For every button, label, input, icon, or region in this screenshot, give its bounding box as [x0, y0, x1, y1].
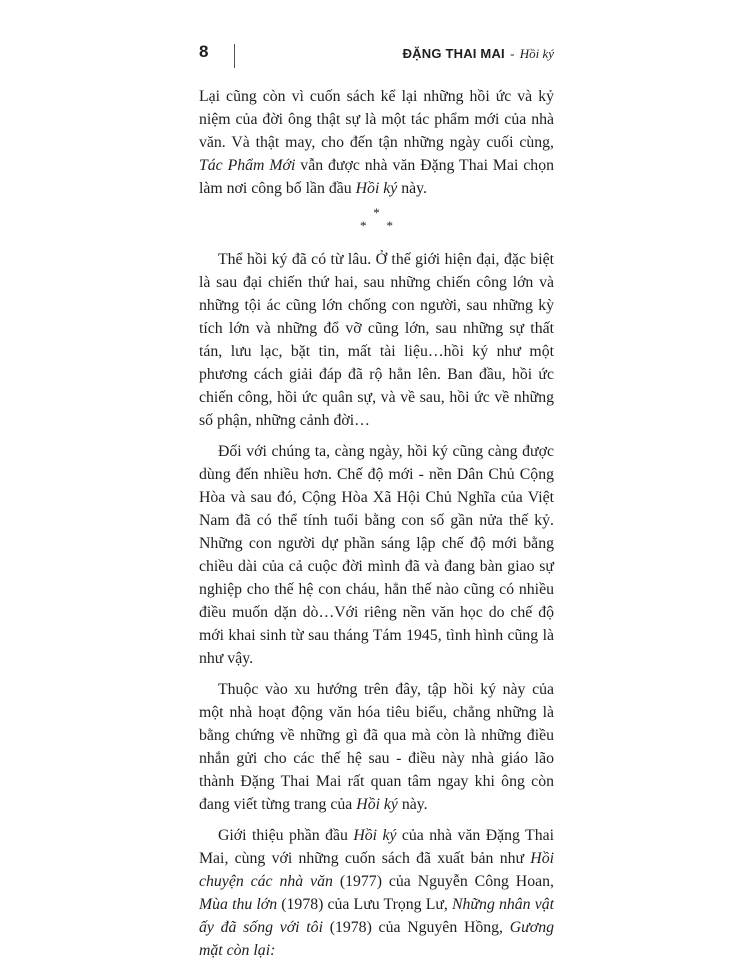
paragraph-3: Đối với chúng ta, càng ngày, hồi ký cũng càng được dùng đến nhiều hơn. Chế độ mới - nền Dân Chủ Cộng Hòa và sau đó, Cộng Hòa Xã Hội Chủ Nghĩa của Việt Nam đã có thể tính tuổi bằng con số gần nửa thế kỷ. Những con người dự phần sáng lập chế độ mới bằng chiều dài của cả cuộc đời mình đã và đang bàn giao sự nghiệp cho thế hệ con cháu, hẳn thế nào cũng có nhiều điều muốn dặn dò…Với riêng nền văn học do chế độ mới khai sinh từ sau tháng Tám 1945, tình hình cũng là như vậy.	[199, 443, 554, 667]
paragraph-5-italic-mua-thu-lon: Mùa thu lớn	[199, 896, 278, 913]
paragraph-4-text-c: này.	[397, 796, 428, 813]
ornament-asterisk-left: *	[360, 218, 367, 233]
paragraph-5-italic-hoi-ky: Hồi ký	[353, 827, 397, 844]
paragraph-5	[199, 824, 554, 962]
paragraph-1-text-c: vẫn được nhà văn Đặng Thai Mai chọn làm nơi công bố lần đầu	[199, 157, 554, 197]
paragraph-1-italic-hoi-ky: Hồi ký	[355, 180, 398, 197]
ornament-row	[199, 219, 554, 232]
page-number: 8	[199, 42, 209, 61]
paragraph-1-italic-tac-pham-moi: Tác Phẩm Mới	[199, 157, 296, 174]
paragraph-5-italic-nhung-nhan-vat: Những nhân vật ấy đã sống với tôi	[199, 896, 555, 936]
ornament-asterisk-right: *	[386, 218, 393, 233]
paragraph-1	[199, 85, 554, 200]
running-head	[403, 46, 554, 62]
paragraph-4-text-a: Thuộc vào xu hướng trên đây, tập hồi ký này của một nhà hoạt động văn hóa tiêu biểu, chẳng những là bằng chứng về những gì đã qua mà còn là những điều nhắn gửi cho các thế hệ sau - điều này nhà giáo lão thành Đặng Thai Mai rất quan tâm ngay khi ông còn đang viết từng trang của	[199, 681, 554, 813]
ornament-asterisk-top: *	[373, 205, 380, 220]
section-ornament	[199, 206, 554, 232]
paragraph-1-text-a: Lại cũng còn vì cuốn sách kể lại những hồi ức và kỷ niệm của đời ông thật sự là một tác phẩm mới của nhà văn. Và thật may, cho đến tận những ngày cuối cùng,	[199, 88, 554, 151]
running-head-separator: -	[510, 46, 515, 61]
paragraph-4	[199, 678, 554, 816]
paragraph-5-text-e: (1977) của Nguyễn Công Hoan,	[332, 873, 554, 890]
body-text	[199, 85, 554, 962]
header-divider	[234, 44, 235, 68]
running-head-author: ĐẶNG THAI MAI	[402, 46, 505, 61]
paragraph-2: Thể hồi ký đã có từ lâu. Ở thế giới hiện đại, đặc biệt là sau đại chiến thứ hai, sau những chiến công lớn và những tội ác cũng lớn chống con người, sau những kỳ tích lớn và những đổ vỡ cũng lớn, sau những sự thất tán, lưu lạc, bặt tin, mất tài liệu…hồi ký như một phương cách giải đáp đã rộ hẳn lên. Ban đầu, hồi ức chiến công, hồi ức quân sự, và về sau, hồi ức về những số phận, những cảnh đời…	[199, 251, 554, 429]
paragraph-5-italic-guong-mat: Gương mặt còn lại:	[199, 919, 554, 959]
paragraph-5-text-i: (1978) của Nguyên Hồng,	[322, 919, 510, 936]
paragraph-5-text-a: Giới thiệu phần đầu	[218, 827, 354, 844]
paragraph-4-italic-hoi-ky: Hồi ký	[356, 796, 398, 813]
paragraph-5-italic-hoi-chuyen: Hồi chuyện các nhà văn	[199, 850, 554, 890]
paragraph-5-text-c: của nhà văn Đặng Thai Mai, cùng với những cuốn sách đã xuất bản như	[199, 827, 554, 867]
paragraph-1-text-e: này.	[397, 180, 427, 197]
paragraph-5-text-g: (1978) của Lưu Trọng Lư,	[277, 896, 452, 913]
running-head-book-title: Hồi ký	[519, 46, 554, 61]
